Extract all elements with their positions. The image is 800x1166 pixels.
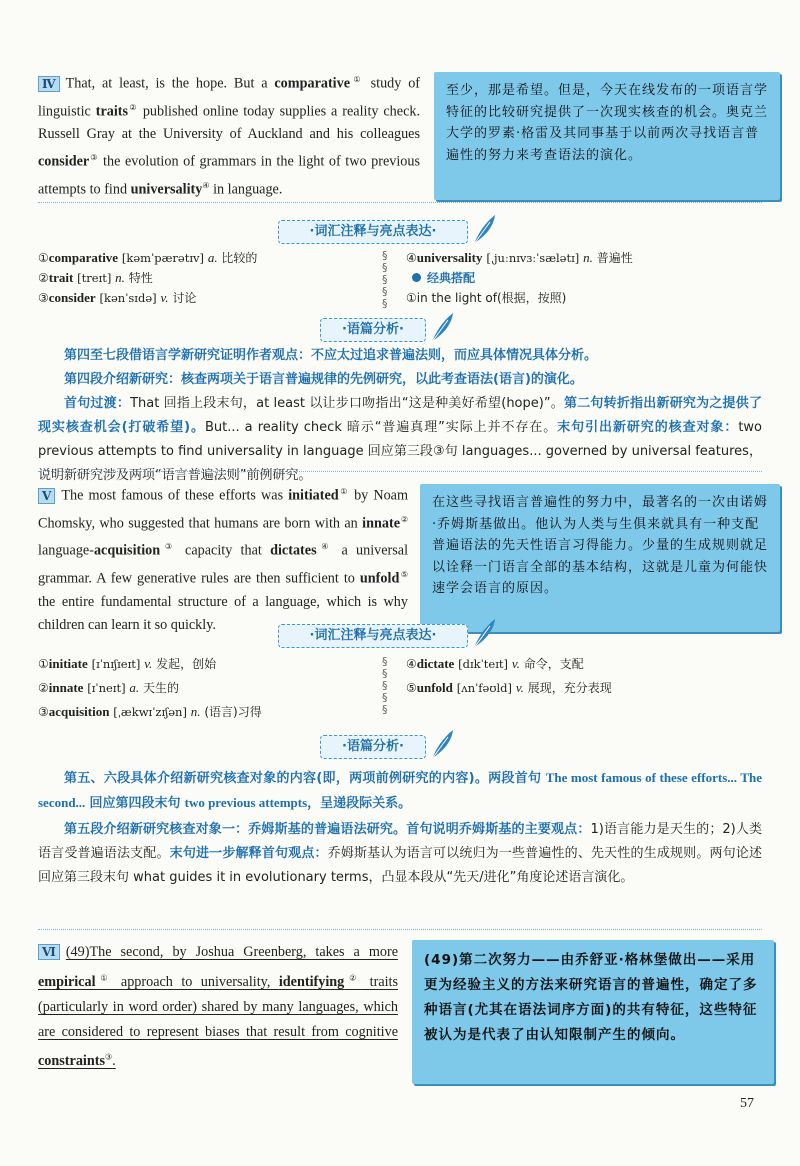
vocab-item: ②trait [treɪt] n. 特性 (38, 270, 153, 285)
divider (38, 471, 762, 472)
feather-pen-icon (470, 212, 498, 246)
vocab-list-left (38, 652, 378, 724)
paragraph-4: Ⅳ That, at least, is the hope. But a comparative① study of linguistic traits② published online today supplies a reality check. Russell Gray at the University of Auckland and his colleagues consider③ the evolution of grammars in the light of two previous attempts to find universality④ in language. (38, 75, 421, 198)
vocab-item: ②innate [ɪˈneɪt] a. 天生的 (38, 680, 180, 695)
analysis-banner: ·语篇分析· (320, 735, 426, 759)
paragraph-6: Ⅵ (49)The second, by Joshua Greenberg, takes a more empirical① approach to universality, identifying② traits (particularly in word order) shared by many languages, which are considered to represent biases that result from cognitive constraints③. (38, 944, 399, 1070)
vocab-banner: ·词汇注释与亮点表达· (278, 220, 468, 244)
vocab-list-right (406, 652, 766, 700)
divider (38, 929, 762, 930)
vocab-list-right (406, 248, 766, 308)
analysis-line: 第四至七段借语言学新研究证明作者观点：不应太过追求普遍法则，而应具体情况具体分析。 (64, 348, 598, 363)
squiggle-divider: § § § § § (382, 249, 388, 310)
analysis-banner: ·语篇分析· (320, 318, 426, 342)
paragraph-number: Ⅵ (38, 944, 60, 960)
vocab-banner: ·词汇注释与亮点表达· (278, 624, 468, 648)
collocation-title: 经典搭配 (406, 268, 766, 288)
analysis-section-2 (38, 766, 762, 890)
bullet-dot-icon (412, 273, 421, 282)
feather-pen-icon (470, 616, 498, 650)
vocab-item: ④dictate [dɪkˈteɪt] v. 命令，支配 (406, 656, 584, 671)
paragraph-number: Ⅴ (38, 488, 55, 504)
translation-box-4: 至少，那是希望。但是，今天在线发布的一项语言学特征的比较研究提供了一次现实核查的机会。奥克兰大学的罗素·格雷及其同事基于以前两次寻找语言普遍性的努力来考查语法的演化。 (434, 72, 780, 200)
vocab-item: ①initiate [ɪˈnɪʃɪeɪt] v. 发起，创始 (38, 656, 217, 671)
feather-pen-icon (428, 310, 456, 344)
analysis-section-1 (38, 344, 762, 488)
analysis-paragraph: 第五段介绍新研究核查对象一：乔姆斯基的普遍语法研究。首句说明乔姆斯基的主要观点：1)语言能力是天生的；2)人类语言受普遍语法支配。末句进一步解释首句观点：乔姆斯基认为语言可以统归为一些普遍性的、先天性的生成规则。两句论述回应第三段末句 what guides it in evolutionary terms，凸显本段从“先天/进化”角度论述语言演化。 (38, 822, 762, 885)
vocab-item: ⑤unfold [ʌnˈfəʊld] v. 展现，充分表现 (406, 680, 612, 695)
vocab-item: ④universality [ˌjuːnɪvɜːˈsælətɪ] n. 普遍性 (406, 250, 633, 265)
collocation-item: ①in the light of(根据，按照) (406, 291, 567, 305)
translation-box-5: 在这些寻找语言普遍性的努力中，最著名的一次由诺姆·乔姆斯基做出。他认为人类与生俱来就具有一种支配普遍语法的先天性语言习得能力。少量的生成规则就足以诠释一门语言全部的基本结构，这就是儿童为何能快速学会语言的原因。 (420, 484, 780, 632)
divider (38, 202, 762, 203)
translation-box-6: (49)第二次努力——由乔舒亚·格林堡做出——采用更为经验主义的方法来研究语言的普遍性，确定了多种语言(尤其在语法词序方面)的共有特征，这些特征被认为是代表了由认知限制产生的倾向。 (412, 940, 774, 1084)
feather-pen-icon (428, 727, 456, 761)
page-number: 57 (740, 1096, 754, 1111)
vocab-item: ③consider [kənˈsɪdə] v. 讨论 (38, 290, 197, 305)
analysis-paragraph: 首句过渡：That 回指上段末句，at least 以让步口吻指出“这是种美好希望(hope)”。第二句转折指出新研究为之提供了现实核查机会(打破希望)。But... a reality check 暗示“普遍真理”实际上并不存在。末句引出新研究的核查对象：two previous attempts to find universality in language 回应第三段③句 languages... governed by universal features，说明新研究涉及两项“语言普遍法则”前例研究。 (38, 396, 762, 483)
vocab-item: ③acquisition [ˌækwɪˈzɪʃən] n. (语言)习得 (38, 704, 262, 719)
paragraph-number: Ⅳ (38, 76, 60, 92)
analysis-paragraph: 第五、六段具体介绍新研究核查对象的内容(即，两项前例研究的内容)。两段首句 The most famous of these efforts... The second... 回应第四段末句 two previous attempts，呈递段际关系。 (38, 770, 762, 811)
vocab-item: ①comparative [kəmˈpærətɪv] a. 比较的 (38, 250, 258, 265)
analysis-line: 第四段介绍新研究：核查两项关于语言普遍规律的先例研究，以此考查语法(语言)的演化。 (64, 372, 583, 387)
vocab-list-left (38, 248, 368, 308)
paragraph-5: Ⅴ The most famous of these efforts was initiated① by Noam Chomsky, who suggested that humans are born with an innate② language-acquisition③ capacity that dictates④ a universal grammar. A few generative rules are then sufficient to unfold⑤ the entire fundamental structure of a language, which is why children can learn it so quickly. (38, 487, 409, 633)
squiggle-divider: § § § § § (382, 655, 388, 716)
